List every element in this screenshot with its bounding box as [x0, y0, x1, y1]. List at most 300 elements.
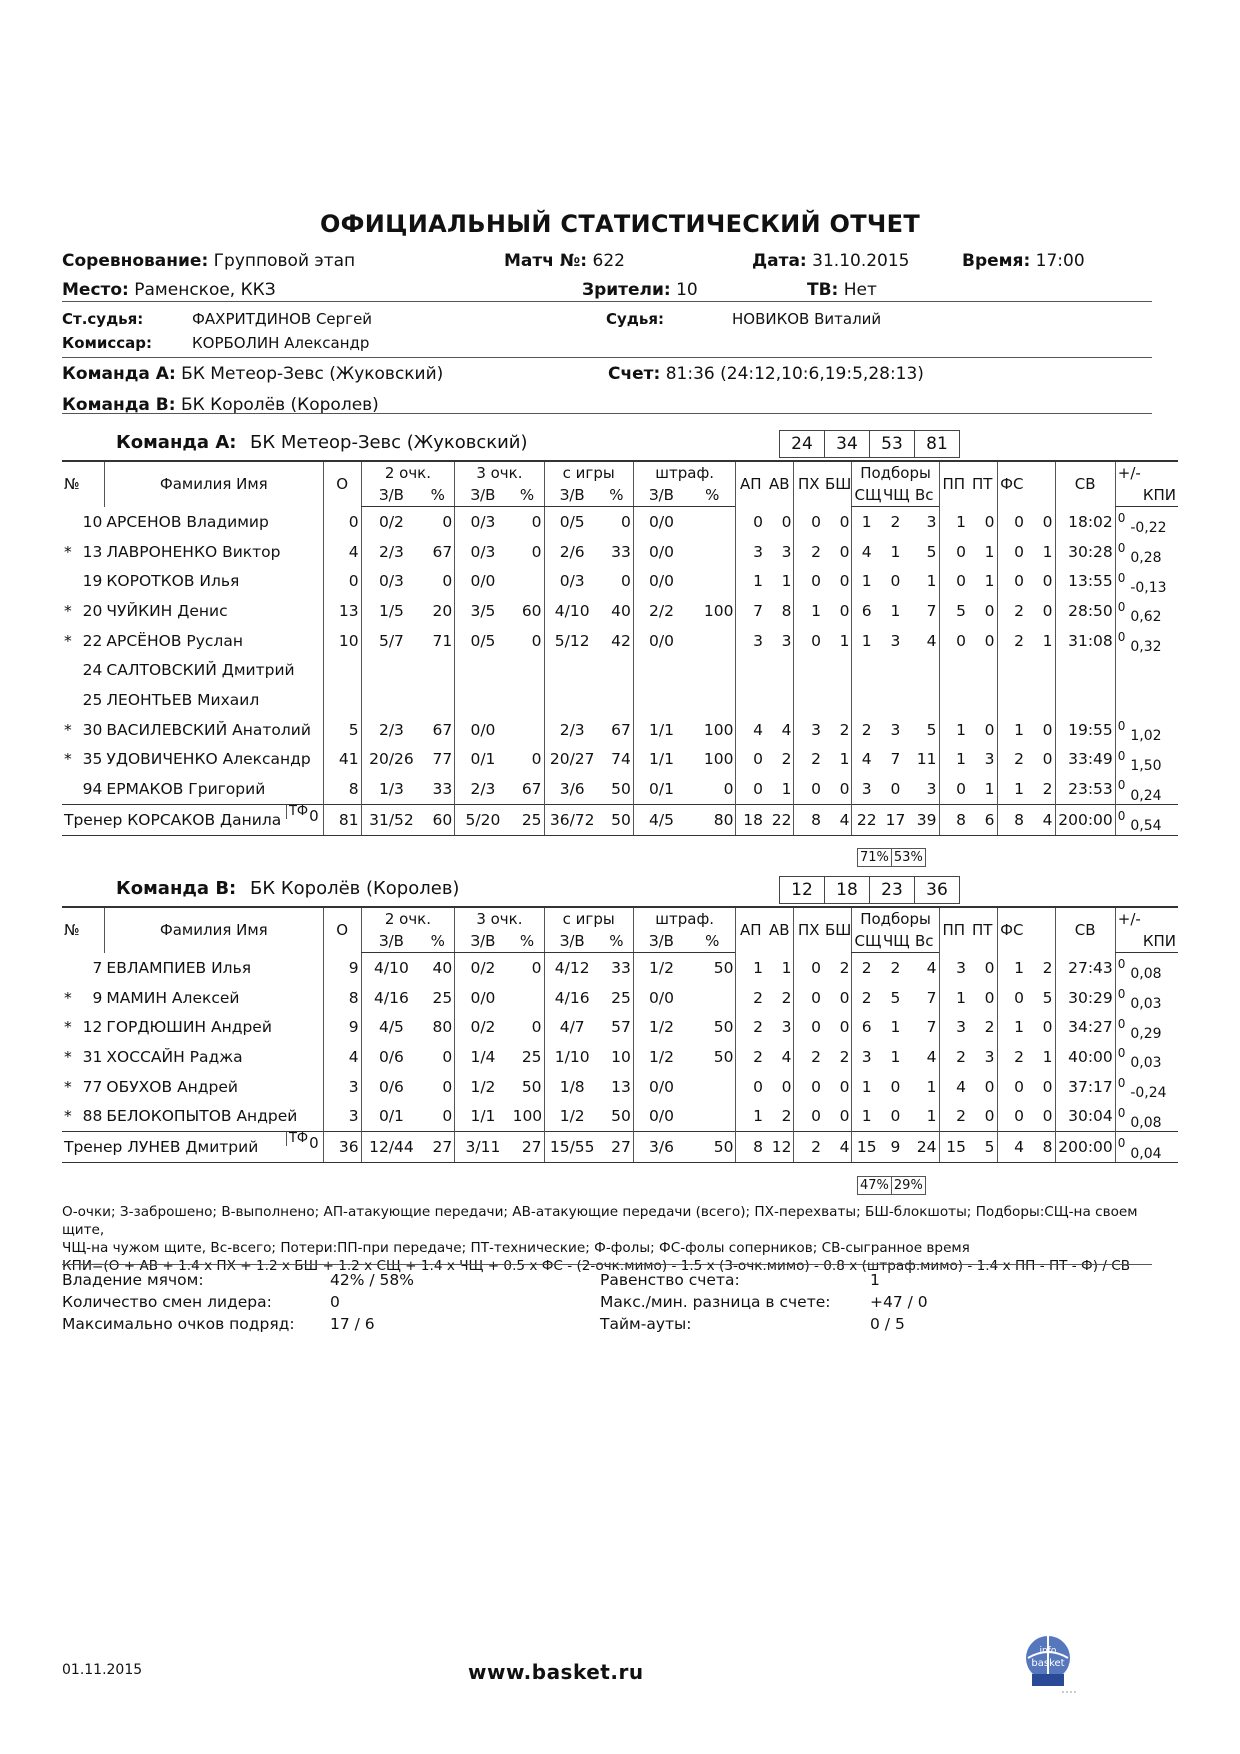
- column-header: АП: [736, 907, 765, 953]
- total-rebounds: 5: [926, 720, 937, 739]
- fouls: 5: [1042, 988, 1053, 1007]
- column-header: 2 очк.: [361, 461, 455, 484]
- def-rebounds: 1: [852, 566, 881, 596]
- plus-minus: 0: [1117, 778, 1126, 793]
- two-made-att: 0/1: [361, 1101, 421, 1131]
- column-header: З/В: [361, 484, 421, 507]
- assists-total: 2: [781, 1107, 792, 1126]
- assists-total: 4: [781, 720, 792, 739]
- team-a-title-name: БК Метеор-Зевс (Жуковский): [250, 432, 528, 453]
- team-b-stats-table: [62, 906, 1178, 1163]
- column-header: З/В: [544, 930, 600, 953]
- footer-date: 01.11.2015: [62, 1662, 143, 1678]
- column-header: Фамилия Имя: [104, 461, 323, 507]
- fouls-drawn: 4: [997, 1132, 1026, 1163]
- infobasket-logo-icon: [1022, 1628, 1078, 1694]
- kpi-cell: [1115, 537, 1178, 567]
- fouls: 1: [1042, 631, 1053, 650]
- total-rebounds: 4: [926, 631, 937, 650]
- points: 4: [323, 537, 361, 567]
- assists: 0: [736, 507, 765, 537]
- plus-minus: 0: [1117, 511, 1126, 526]
- ft-pct: 0: [723, 780, 734, 799]
- fg-pct: 50: [611, 1107, 631, 1126]
- minutes: 28:50: [1055, 596, 1115, 626]
- ref-value: НОВИКОВ Виталий: [732, 310, 882, 328]
- fg-made-att: 4/7: [544, 1012, 600, 1042]
- blocks: 0: [839, 988, 850, 1007]
- points: 0: [323, 566, 361, 596]
- player-row: [62, 507, 1178, 537]
- kpi-value: 0,03: [1130, 996, 1162, 1013]
- fg-made-att: 3/6: [544, 774, 600, 804]
- tech-turnovers: 0: [984, 601, 995, 620]
- column-header: О: [323, 461, 361, 507]
- player-number: * 20: [64, 601, 103, 620]
- starter-mark: *: [64, 631, 72, 650]
- tech-turnovers: [968, 655, 997, 685]
- three-pct: 0: [531, 631, 542, 650]
- coach-name: Тренер КОРСАКОВ Данила: [64, 810, 282, 829]
- fg-pct: [600, 685, 633, 715]
- fouls: 1: [1042, 542, 1053, 561]
- player-number: 94: [82, 780, 103, 799]
- two-pct: 80: [432, 1018, 453, 1037]
- pass-turnovers: 2: [939, 1042, 968, 1072]
- two-made-att: 20/26: [361, 745, 421, 775]
- two-pct: 0: [442, 1047, 453, 1066]
- kpi-cell: [1115, 804, 1178, 835]
- def-rebounds: 2: [852, 953, 881, 983]
- fg-pct: 50: [600, 804, 633, 835]
- fouls: 0: [1042, 750, 1053, 769]
- steals: 0: [794, 1012, 823, 1042]
- total-rebounds: 11: [916, 750, 937, 769]
- assists: [736, 655, 765, 685]
- plus-minus: 0: [1117, 957, 1126, 972]
- def-rebounds: [852, 685, 881, 715]
- fg-made-att: [544, 655, 600, 685]
- fg-made-att: 1/2: [544, 1101, 600, 1131]
- column-header: Подборы: [852, 461, 939, 484]
- two-made-att: 0/6: [361, 1072, 421, 1102]
- ft-pct: 100: [703, 720, 734, 739]
- starter-mark: *: [64, 601, 72, 620]
- steals: 0: [794, 1101, 823, 1131]
- steals: 2: [794, 537, 823, 567]
- off-rebounds: [881, 655, 910, 685]
- minutes: 33:49: [1055, 745, 1115, 775]
- player-name: ЕВЛАМПИЕВ Илья: [106, 958, 252, 977]
- chief-ref-label: Ст.судья:: [62, 310, 144, 328]
- blocks: 0: [839, 512, 850, 531]
- technical-fouls: [286, 1131, 319, 1153]
- fouls: 1: [1042, 1047, 1053, 1066]
- steals: 0: [794, 626, 823, 656]
- plus-minus: 0: [1117, 986, 1126, 1001]
- starter-mark: *: [64, 1107, 72, 1126]
- possession-value: 42% / 58%: [330, 1271, 414, 1289]
- header-row: [62, 907, 1178, 930]
- points: 9: [323, 1012, 361, 1042]
- three-pct: [511, 566, 544, 596]
- ft-made-att: 0/0: [633, 626, 689, 656]
- two-made-att: 12/44: [361, 1132, 421, 1163]
- points: 4: [323, 1042, 361, 1072]
- team-a-label: Команда А:: [62, 364, 176, 384]
- spectators-label: Зрители:: [582, 280, 671, 300]
- player-row: [62, 715, 1178, 745]
- ft-pct: [689, 566, 736, 596]
- player-name: УДОВИЧЕНКО Александр: [106, 750, 311, 769]
- team-a-title-label: Команда А:: [116, 432, 237, 453]
- assists-total: 1: [781, 572, 792, 591]
- player-number: * 30: [64, 720, 103, 739]
- column-header: КПИ: [1115, 930, 1178, 953]
- tech-turnovers: 2: [984, 1018, 995, 1037]
- pass-turnovers: 2: [939, 1101, 968, 1131]
- fg-made-att: 4/10: [544, 596, 600, 626]
- fg-made-att: 0/3: [544, 566, 600, 596]
- two-pct: 60: [421, 804, 454, 835]
- pass-turnovers: 1: [939, 983, 968, 1013]
- kpi-value: -0,13: [1130, 579, 1167, 596]
- three-made-att: [455, 655, 511, 685]
- player-name: КОРОТКОВ Илья: [106, 572, 240, 591]
- total-rebounds: 1: [926, 1107, 937, 1126]
- player-number: * 12: [64, 1018, 103, 1037]
- steals: 8: [794, 804, 823, 835]
- minutes: 30:29: [1055, 983, 1115, 1013]
- legend-line: ЧЩ-на чужом щите, Вс-всего; Потери:ПП-при передаче; ПТ-технические; Ф-фолы; ФС-фолы соперников; СВ-сыгранное время: [62, 1240, 970, 1256]
- fouls: 0: [1042, 601, 1053, 620]
- total-rebounds: 4: [926, 958, 937, 977]
- tech-turnovers: 6: [968, 804, 997, 835]
- column-header: БШ: [823, 461, 852, 507]
- ft-pct: [689, 1072, 736, 1102]
- steals: 0: [794, 507, 823, 537]
- three-pct: [511, 715, 544, 745]
- kpi-cell: [1115, 983, 1178, 1013]
- three-made-att: 0/0: [455, 715, 511, 745]
- blocks: 0: [839, 601, 850, 620]
- column-header: 2 очк.: [361, 907, 455, 930]
- column-header: +/-: [1115, 461, 1178, 484]
- kpi-value: 1,50: [1130, 757, 1162, 774]
- assists-total: 12: [765, 1132, 794, 1163]
- kpi-value: 1,02: [1130, 728, 1162, 745]
- starter-mark: *: [64, 542, 72, 561]
- blocks: 0: [839, 572, 850, 591]
- player-row: [62, 1012, 1178, 1042]
- kpi-cell: [1115, 626, 1178, 656]
- column-header: ФС: [997, 461, 1026, 507]
- off-rebounds: 2: [890, 958, 901, 977]
- blocks: 1: [839, 631, 850, 650]
- player-number: 25: [82, 690, 103, 709]
- column-header: [1026, 461, 1055, 507]
- total-rebounds: 5: [926, 542, 937, 561]
- technical-fouls: [286, 804, 319, 825]
- player-name: САЛТОВСКИЙ Дмитрий: [106, 661, 295, 680]
- column-header: З/В: [633, 930, 689, 953]
- assists-total: 2: [781, 750, 792, 769]
- column-header: З/В: [455, 484, 511, 507]
- points: 36: [323, 1132, 361, 1163]
- assists-total: 3: [781, 1018, 792, 1037]
- fouls-drawn: 0: [997, 566, 1026, 596]
- team-b-running-score: [780, 876, 960, 904]
- two-made-att: 31/52: [361, 804, 421, 835]
- column-header: %: [511, 484, 544, 507]
- column-header: [1026, 907, 1055, 953]
- player-row: [62, 596, 1178, 626]
- plus-minus: 0: [1117, 1046, 1126, 1061]
- off-rebounds: 1: [890, 542, 901, 561]
- three-made-att: 1/2: [455, 1072, 511, 1102]
- rebound-pct: 29%: [891, 1176, 926, 1195]
- three-made-att: 0/0: [455, 566, 511, 596]
- column-header: ПТ: [968, 907, 997, 953]
- three-pct: 50: [521, 1077, 542, 1096]
- fouls: 0: [1042, 1077, 1053, 1096]
- two-made-att: 4/16: [361, 983, 421, 1013]
- kpi-value: 0,28: [1130, 550, 1162, 567]
- ft-made-att: 0/0: [633, 1101, 689, 1131]
- column-header: СЩ: [852, 930, 881, 953]
- match-value: 622: [592, 251, 625, 271]
- def-rebounds: 2: [852, 715, 881, 745]
- blocks: 2: [839, 720, 850, 739]
- kpi-cell: [1115, 1012, 1178, 1042]
- fg-made-att: 4/12: [544, 953, 600, 983]
- fg-pct: 25: [611, 988, 631, 1007]
- kpi-cell: [1115, 774, 1178, 804]
- fg-pct: 27: [600, 1132, 633, 1163]
- three-made-att: 1/1: [455, 1101, 511, 1131]
- summary-right-values: [870, 1271, 928, 1337]
- kpi-value: 0,08: [1130, 966, 1162, 983]
- ft-made-att: 0/1: [633, 774, 689, 804]
- fouls: 4: [1026, 804, 1055, 835]
- column-header: АВ: [765, 907, 794, 953]
- quarter-score: 24: [779, 430, 825, 458]
- three-pct: 60: [521, 601, 542, 620]
- divider: [62, 301, 1152, 302]
- column-header: КПИ: [1115, 484, 1178, 507]
- off-rebounds: 1: [890, 601, 901, 620]
- ft-made-att: 1/2: [633, 1012, 689, 1042]
- fg-made-att: 1/10: [544, 1042, 600, 1072]
- kpi-value: 0,08: [1130, 1114, 1162, 1131]
- three-made-att: 3/5: [455, 596, 511, 626]
- column-header: 3 очк.: [455, 461, 544, 484]
- def-rebounds: [852, 655, 881, 685]
- rebound-pct: 71%: [857, 848, 892, 867]
- kpi-cell: [1115, 1101, 1178, 1131]
- quarter-score: 34: [824, 430, 870, 458]
- player-name: ЛЕОНТЬЕВ Михаил: [106, 690, 260, 709]
- two-pct: 40: [432, 958, 453, 977]
- score-label: Счет:: [608, 364, 661, 384]
- assists: 1: [736, 566, 765, 596]
- legend-line: КПИ=(О + АВ + 1.4 х ПХ + 1.2 х БШ + 1.2 х СЩ + 1.4 х ЧЩ + 0.5 х ФС - (2-очк.мимо) - 1.5 х (3-очк.мимо) - 0.8 х (штраф.мимо) - 1.4 х ПП - ПТ - Ф) / СВ: [62, 1258, 1131, 1274]
- ft-made-att: 1/2: [633, 1042, 689, 1072]
- three-made-att: [455, 685, 511, 715]
- def-rebounds: 4: [852, 745, 881, 775]
- kpi-value: 0,03: [1130, 1055, 1162, 1072]
- assists-total: 22: [765, 804, 794, 835]
- three-pct: 100: [512, 1107, 543, 1126]
- spectators-value: 10: [676, 280, 698, 300]
- ft-pct: 80: [689, 804, 736, 835]
- three-made-att: 0/1: [455, 745, 511, 775]
- player-name: ЧУЙКИН Денис: [106, 601, 228, 620]
- column-header: З/В: [544, 484, 600, 507]
- two-pct: 25: [432, 988, 453, 1007]
- ft-pct: 50: [713, 958, 734, 977]
- three-made-att: 0/3: [455, 507, 511, 537]
- pass-turnovers: [939, 685, 968, 715]
- player-name: ХОССАЙН Раджа: [106, 1047, 243, 1066]
- fouls: 0: [1042, 1018, 1053, 1037]
- player-row: [62, 537, 1178, 567]
- summary-right-labels: [600, 1271, 831, 1337]
- def-rebounds: 3: [852, 774, 881, 804]
- lead-changes-label: Количество смен лидера:: [62, 1293, 272, 1311]
- svg-text:basket: basket: [1031, 1658, 1065, 1669]
- pass-turnovers: 0: [939, 626, 968, 656]
- three-pct: 67: [521, 780, 542, 799]
- minutes: [1055, 655, 1115, 685]
- time-label: Время:: [962, 251, 1031, 271]
- player-name: АРСЕНОВ Владимир: [106, 512, 269, 531]
- fouls-drawn: 0: [997, 1101, 1026, 1131]
- starter-mark: *: [64, 750, 72, 769]
- column-header: %: [600, 930, 633, 953]
- off-rebounds: 0: [890, 780, 901, 799]
- column-header: %: [421, 484, 454, 507]
- column-header: СВ: [1055, 907, 1115, 953]
- kpi-cell: [1115, 507, 1178, 537]
- player-number: * 31: [64, 1047, 103, 1066]
- three-pct: 27: [511, 1132, 544, 1163]
- total-rebounds: 7: [926, 988, 937, 1007]
- team-total-row: [62, 1132, 1178, 1163]
- three-made-att: 0/0: [455, 983, 511, 1013]
- fg-pct: 33: [611, 542, 631, 561]
- kpi-value: -0,22: [1130, 520, 1167, 537]
- two-made-att: 2/3: [361, 715, 421, 745]
- off-rebounds: 9: [881, 1132, 910, 1163]
- date-label: Дата:: [752, 251, 807, 271]
- commissioner-value: КОРБОЛИН Александр: [192, 334, 370, 352]
- ft-pct: [689, 537, 736, 567]
- quarter-score: 18: [824, 876, 870, 904]
- kpi-cell: [1115, 685, 1178, 715]
- coach-cell: [62, 804, 323, 835]
- ft-pct: 50: [713, 1018, 734, 1037]
- fg-pct: 40: [611, 601, 631, 620]
- max-run-label: Максимально очков подряд:: [62, 1315, 295, 1333]
- points: 8: [323, 983, 361, 1013]
- three-pct: 25: [521, 1047, 542, 1066]
- steals: 0: [794, 1072, 823, 1102]
- points: 5: [323, 715, 361, 745]
- two-made-att: 0/2: [361, 507, 421, 537]
- plus-minus: 0: [1117, 630, 1126, 645]
- total-rebounds: 39: [910, 804, 939, 835]
- fouls: 0: [1042, 512, 1053, 531]
- three-pct: [511, 655, 544, 685]
- tech-turnovers: 3: [984, 1047, 995, 1066]
- player-row: [62, 1042, 1178, 1072]
- minutes: 13:55: [1055, 566, 1115, 596]
- fouls-drawn: 0: [997, 983, 1026, 1013]
- ft-pct: [689, 655, 736, 685]
- fouls-drawn: 2: [997, 596, 1026, 626]
- quarter-score: 12: [779, 876, 825, 904]
- assists-total: 3: [781, 542, 792, 561]
- assists: 0: [736, 774, 765, 804]
- kpi-cell: [1115, 596, 1178, 626]
- column-header: СВ: [1055, 461, 1115, 507]
- pass-turnovers: 5: [939, 596, 968, 626]
- two-pct: 0: [442, 1107, 453, 1126]
- kpi-value: -0,24: [1130, 1085, 1167, 1102]
- points: 13: [323, 596, 361, 626]
- points: 41: [323, 745, 361, 775]
- column-header: СЩ: [852, 484, 881, 507]
- minutes: [1055, 685, 1115, 715]
- assists: 4: [736, 715, 765, 745]
- ft-made-att: 0/0: [633, 537, 689, 567]
- total-rebounds: 7: [926, 601, 937, 620]
- team-b-label: Команда В:: [62, 395, 176, 415]
- def-rebounds: 22: [852, 804, 881, 835]
- quarter-score: 23: [869, 876, 915, 904]
- points: 0: [323, 507, 361, 537]
- blocks: [823, 685, 852, 715]
- score-value: 81:36 (24:12,10:6,19:5,28:13): [665, 364, 924, 384]
- column-header: О: [323, 907, 361, 953]
- points: [323, 685, 361, 715]
- starter-mark: *: [64, 1077, 72, 1096]
- total-rebounds: 7: [926, 1018, 937, 1037]
- footer-url[interactable]: www.basket.ru: [468, 1660, 644, 1684]
- rebound-pct: 53%: [891, 848, 926, 867]
- pass-turnovers: 0: [939, 774, 968, 804]
- ft-pct: [689, 685, 736, 715]
- plus-minus: 0: [1117, 1076, 1126, 1091]
- off-rebounds: 3: [890, 631, 901, 650]
- column-header: Вс: [910, 930, 939, 953]
- plus-minus: 0: [1117, 600, 1126, 615]
- two-made-att: 0/3: [361, 566, 421, 596]
- fouls-drawn: 0: [997, 537, 1026, 567]
- fouls-drawn: 0: [997, 1072, 1026, 1102]
- ft-made-att: 0/0: [633, 983, 689, 1013]
- three-made-att: 0/5: [455, 626, 511, 656]
- ft-pct: [689, 626, 736, 656]
- minutes: 31:08: [1055, 626, 1115, 656]
- quarter-score: 53: [869, 430, 915, 458]
- ft-made-att: 1/1: [633, 715, 689, 745]
- ft-made-att: 1/2: [633, 953, 689, 983]
- def-rebounds: 15: [852, 1132, 881, 1163]
- assists: 2: [736, 1042, 765, 1072]
- player-name: ОБУХОВ Андрей: [106, 1077, 238, 1096]
